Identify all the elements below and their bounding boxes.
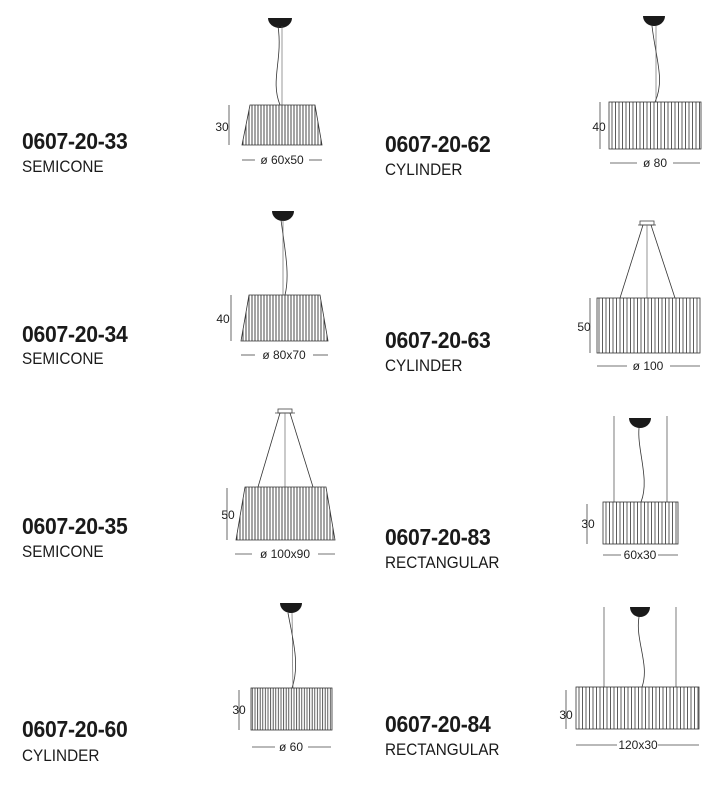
lamp-drawing-cylinder [590,10,723,170]
product-type: CYLINDER [22,746,100,765]
product-type: RECTANGULAR [385,740,500,759]
ceiling-canopy-icon [643,16,665,26]
product-type: SEMICONE [22,542,104,561]
width-dimension: ø 80 [642,156,668,170]
height-dimension: 40 [216,312,230,326]
product-type: SEMICONE [22,349,104,368]
lamp-drawing-semicone [215,10,345,170]
height-dimension: 30 [581,517,595,531]
ceiling-canopy-icon [280,603,302,613]
product-type: SEMICONE [22,157,104,176]
ceiling-canopy-icon [272,211,294,221]
lamp-drawing-semicone-triple-wire [215,400,365,565]
product-type: RECTANGULAR [385,553,500,572]
height-dimension: 50 [221,508,235,522]
product-code: 0607-20-34 [22,321,128,347]
height-dimension: 30 [559,708,573,722]
height-dimension: 30 [215,120,229,134]
lamp-drawing-semicone [215,200,360,365]
ceiling-canopy-icon [640,221,654,225]
width-dimension: ø 100 [632,359,664,373]
lamp-drawing-rectangular [550,595,723,760]
width-dimension: 120x30 [618,738,658,752]
width-dimension: ø 60x50 [260,153,304,167]
product-type: CYLINDER [385,160,463,179]
height-dimension: 30 [232,703,246,717]
height-dimension: 40 [592,120,606,134]
height-dimension: 50 [577,320,591,334]
width-dimension: ø 80x70 [262,348,306,362]
ceiling-canopy-icon [278,409,292,413]
width-dimension: ø 60 [278,740,304,754]
product-code: 0607-20-60 [22,716,128,742]
product-code: 0607-20-33 [22,128,128,154]
ceiling-canopy-icon [268,18,292,28]
width-dimension: ø 100x90 [259,547,311,561]
lamp-drawing-cylinder [215,595,355,760]
product-code: 0607-20-35 [22,513,128,539]
product-code: 0607-20-83 [385,524,491,550]
product-code: 0607-20-62 [385,131,491,157]
product-type: CYLINDER [385,356,463,375]
width-dimension: 60x30 [623,548,657,562]
product-code: 0607-20-84 [385,711,491,737]
lamp-drawing-cylinder-triple-wire [570,215,723,380]
lamp-drawing-rectangular [570,400,723,565]
ceiling-canopy-icon [629,418,651,428]
ceiling-canopy-icon [630,607,650,617]
product-code: 0607-20-63 [385,327,491,353]
